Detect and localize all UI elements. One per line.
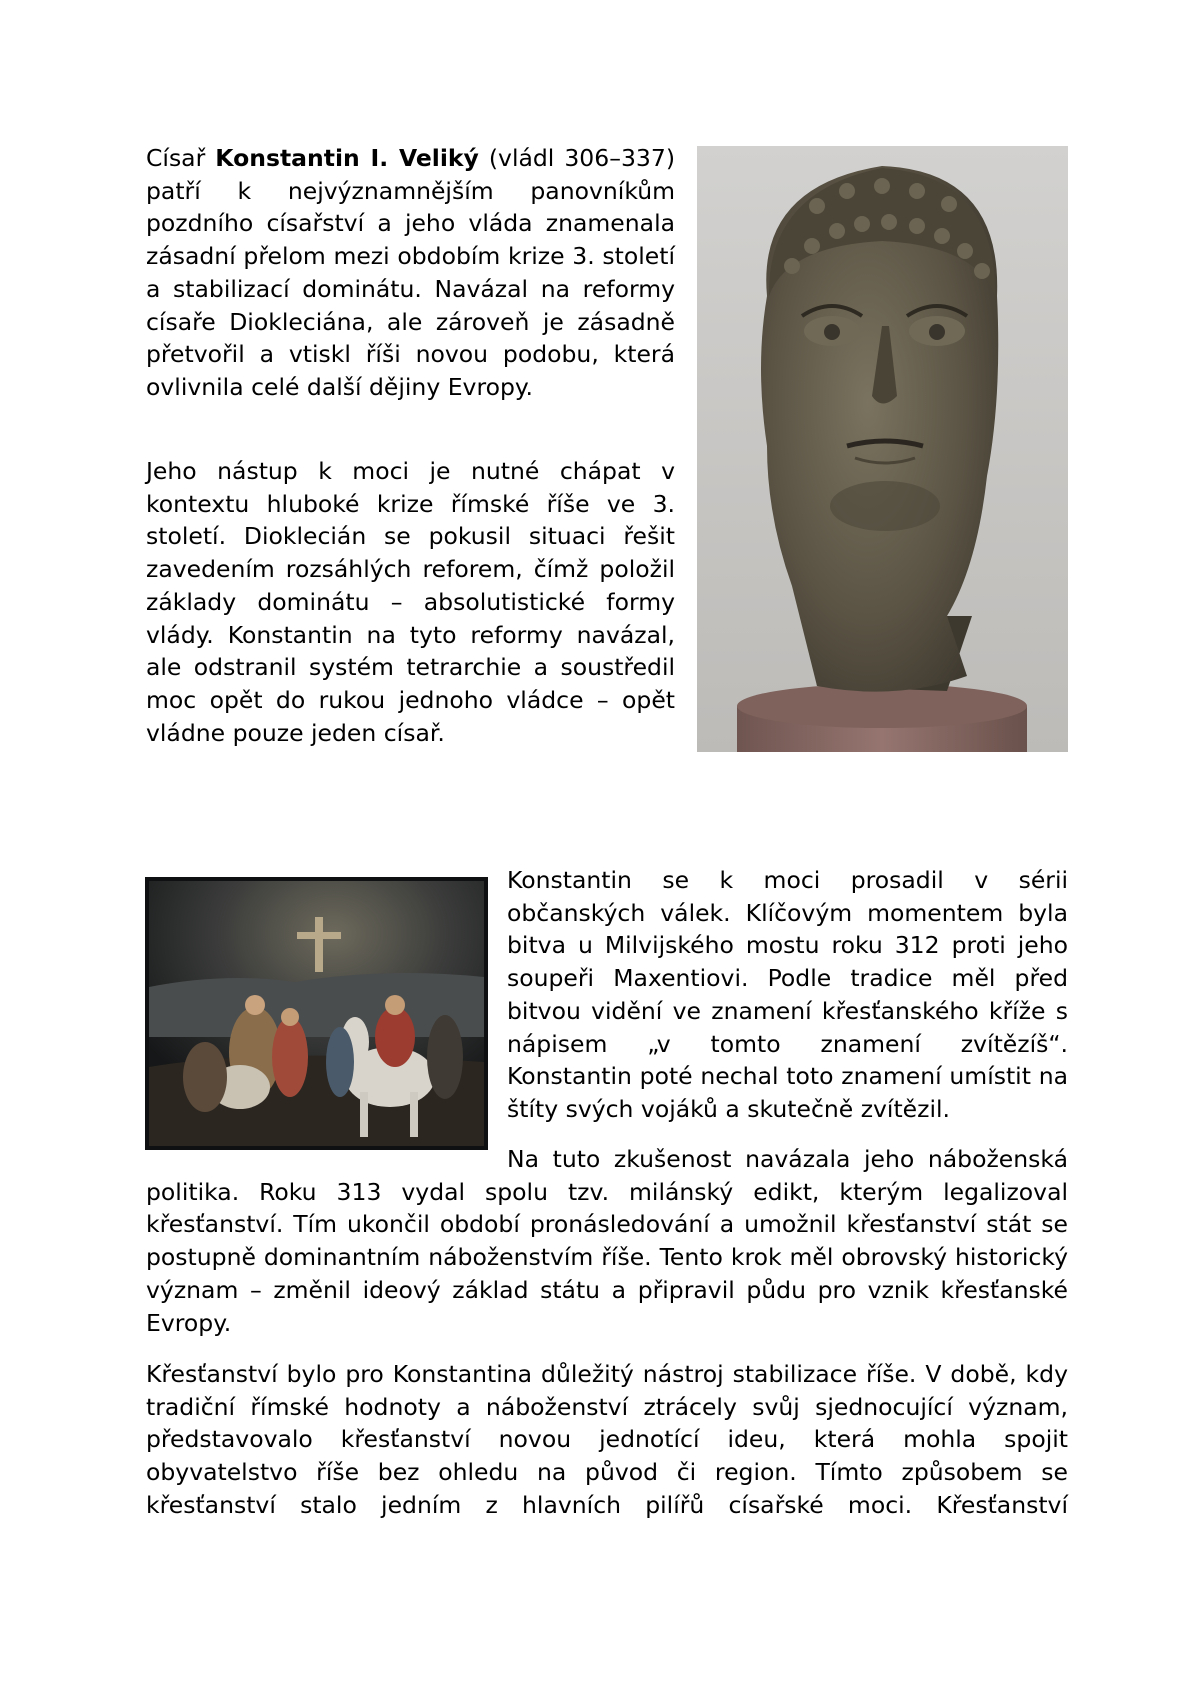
emperor-name: Konstantin I. Veliký <box>215 144 479 172</box>
intro-prefix: Císař <box>146 144 216 172</box>
paragraph-religious-policy: Na tuto zkušenost navázala jeho náboženská politika. Roku 313 vydal spolu tzv. milánský edikt, kterým legalizoval křesťanství. Tím ukončil období pronásledování a umožnil křesťanství stát se postupně dominantním náboženstvím říše. Tento krok měl obrovský historický význam – změnil ideový základ státu a připravil půdu pro vznik křesťanské Evropy. <box>146 1145 1068 1337</box>
paragraph-milvian-bridge: Konstantin se k moci prosadil v sérii občanských válek. Klíčovým momentem byla bitva u Milvijského mostu roku 312 proti jeho soupeři Maxentiovi. Podle tradice měl před bitvou vidění ve znamení křesťanského kříže s nápisem „v tomto znamení zvítězíš“. Konstantin poté nechal toto znamení umístit na štíty svých vojáků a skutečně zvítězil. <box>507 866 1068 1123</box>
intro-body: (vládl 306–337) patří k nejvýznamnějším panovníkům pozdního císařství a jeho vláda znamenala zásadní přelom mezi obdobím krize 3. století a stabilizací dominátu. Navázal na reformy císaře Diokleciána, ale zároveň je zásadně přetvořil a vtiskl říši novou podobu, která ovlivnila celé další dějiny Evropy. <box>146 144 675 401</box>
paragraph-rise-to-power: Jeho nástup k moci je nutné chápat v kontextu hluboké krize římské říše ve 3. století. Dioklecián se pokusil situaci řešit zavedením rozsáhlých reforem, čímž položil základy dominátu – absolutistické formy vlády. Konstantin na tyto reformy navázal, ale odstranil systém tetrarchie a soustředil moc opět do rukou jednoho vládce – opět vládne pouze jeden císař. <box>146 457 675 747</box>
paragraph-intro <box>146 142 675 404</box>
bust-image-icon <box>697 146 1068 752</box>
constantine-bust-image <box>697 146 1068 752</box>
painting-image-icon <box>145 877 488 1150</box>
paragraph-christianity-stabilization: Křesťanství bylo pro Konstantina důležitý nástroj stabilizace říše. V době, kdy tradiční římské hodnoty a náboženství ztrácely svůj sjednocující význam, představovalo křesťanství novou jednotící ideu, která mohla spojit obyvatelstvo říše bez ohledu na původ či region. Tímto způsobem se křesťanství stalo jedním z hlavních pilířů císařské moci. Křesťanství <box>146 1360 1068 1519</box>
battle-vision-painting <box>145 877 488 1150</box>
